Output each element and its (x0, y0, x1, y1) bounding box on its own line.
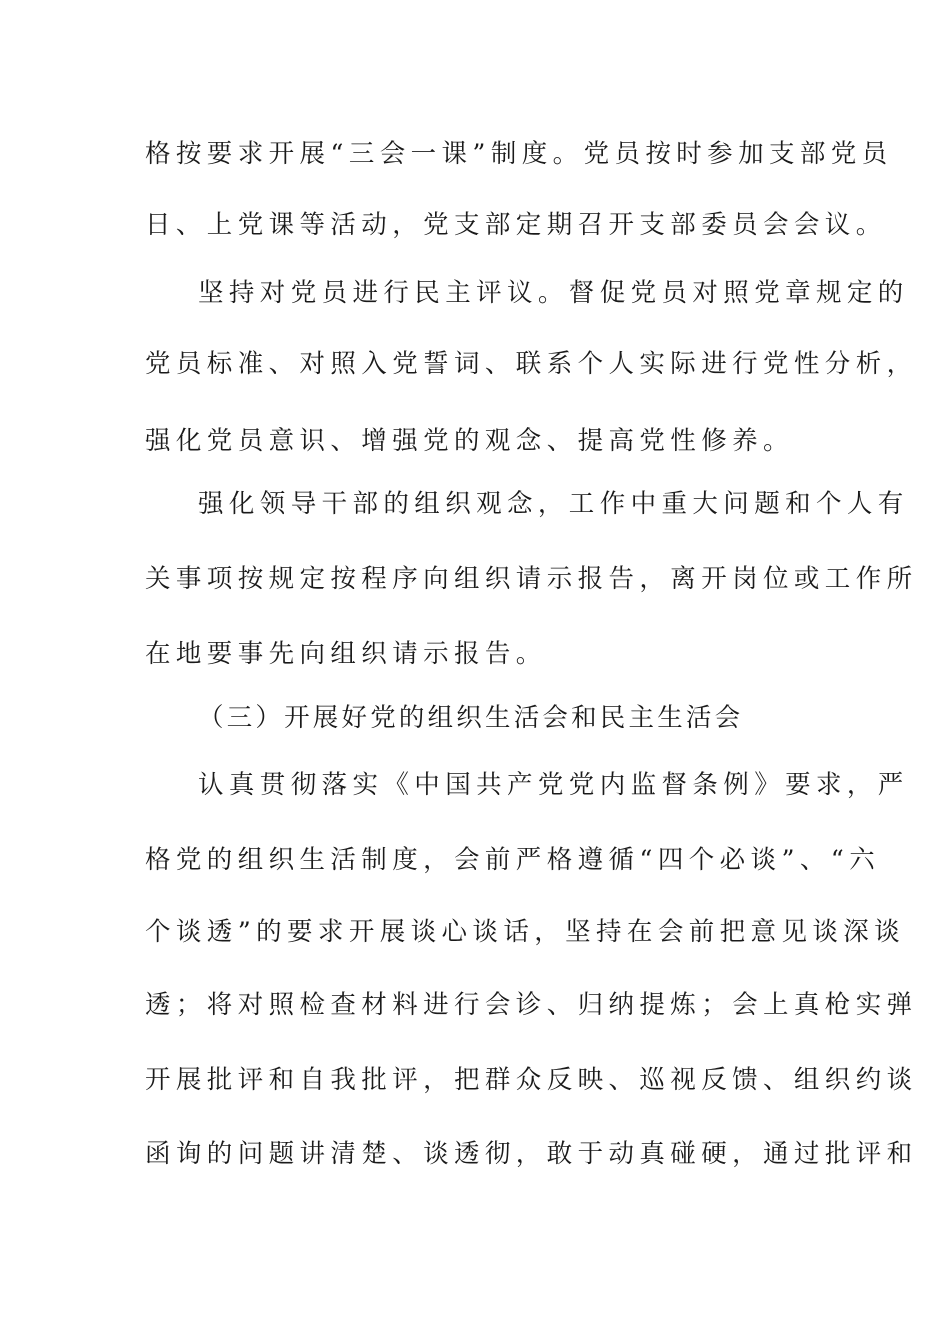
paragraph-3-line-3: 在地要事先向组织请示报告。 (145, 639, 547, 669)
paragraph-3-line-1: 强化领导干部的组织观念，工作中重大问题和个人有 (198, 489, 909, 519)
text-line-1: 格按要求开展“三会一课”制度。党员按时参加支部党员 (145, 139, 893, 169)
text-line-2: 日、上党课等活动，党支部定期召开支部委员会会议。 (145, 210, 887, 240)
paragraph-4-line-1: 认真贯彻落实《中国共产党党内监督条例》要求，严 (198, 770, 909, 800)
paragraph-4-line-5: 开展批评和自我批评，把群众反映、巡视反馈、组织约谈 (145, 1065, 918, 1095)
paragraph-2-line-3: 强化党员意识、增强党的观念、提高党性修养。 (145, 426, 794, 456)
paragraph-4-line-6: 函询的问题讲清楚、谈透彻，敢于动真碰硬，通过批评和 (145, 1139, 918, 1169)
section-heading: （三）开展好党的组织生活会和民主生活会 (198, 703, 744, 733)
paragraph-4-line-4: 透；将对照检查材料进行会诊、归纳提炼；会上真枪实弹 (145, 990, 918, 1020)
paragraph-4-line-2: 格党的组织生活制度，会前严格遵循“四个必谈”、“六 (145, 845, 881, 875)
paragraph-2-line-2: 党员标准、对照入党誓词、联系个人实际进行党性分析， (145, 349, 918, 379)
paragraph-3-line-2: 关事项按规定按程序向组织请示报告，离开岗位或工作所 (145, 564, 918, 594)
paragraph-4-line-3: 个谈透”的要求开展谈心谈话，坚持在会前把意见谈深谈 (145, 917, 906, 947)
paragraph-2-line-1: 坚持对党员进行民主评议。督促党员对照党章规定的 (198, 278, 909, 308)
